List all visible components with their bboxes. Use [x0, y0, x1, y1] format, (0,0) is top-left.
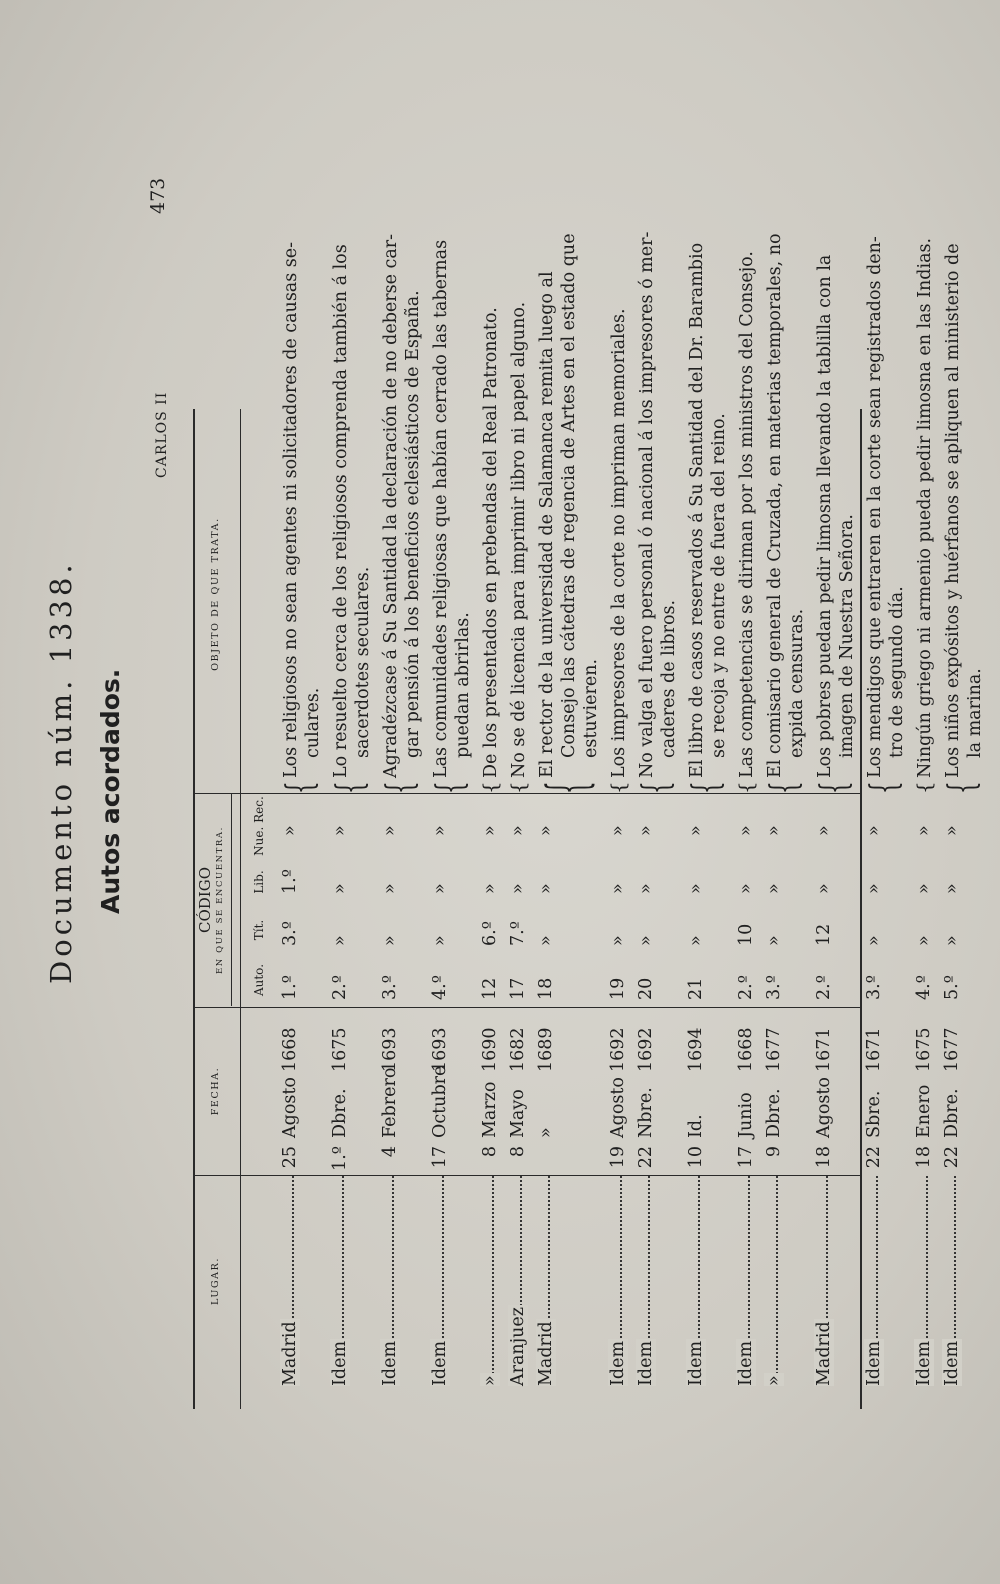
cell-auto: 12 [480, 977, 500, 1000]
row-brace: { [862, 781, 906, 794]
column-divider-fecha [193, 1007, 860, 1008]
cell-month: Octubre [430, 1065, 450, 1138]
cell-objeto [914, 238, 936, 778]
cell-place [914, 1176, 934, 1386]
cell-auto: 3.º [764, 975, 784, 1000]
objeto-line: estuvieren. [581, 658, 601, 758]
cell-year: 1677 [942, 1027, 962, 1072]
row-brace: { [684, 781, 728, 794]
cell-auto: 20 [636, 977, 656, 1000]
document-title: Documento núm. 1338. [44, 560, 78, 984]
cell-nue-rec: » [380, 825, 400, 836]
header-codigo: CÓDIGO [196, 867, 214, 934]
cell-lib: » [636, 883, 656, 894]
cell-tit: 3.º [280, 921, 300, 946]
cell-place [942, 1176, 962, 1386]
cell-tit: » [536, 935, 556, 946]
cell-tit: 7.º [508, 921, 528, 946]
cell-year: 1690 [480, 1027, 500, 1072]
cell-lib: » [430, 883, 450, 894]
document-subtitle: Autos acordados. [96, 668, 125, 914]
cell-objeto [480, 307, 502, 778]
place-text: Madrid [280, 1321, 300, 1386]
cell-objeto [942, 243, 986, 778]
cell-auto: 2.º [814, 975, 834, 1000]
place-text: Idem [636, 1340, 656, 1386]
row-brace: { [734, 781, 758, 794]
cell-month: Agosto [280, 1077, 300, 1138]
cell-lib: » [480, 883, 500, 894]
cell-tit: 10 [736, 923, 756, 946]
cell-auto: 1.º [280, 975, 300, 1000]
cell-place [330, 1176, 350, 1386]
cell-place [608, 1176, 628, 1386]
cell-place [686, 1176, 706, 1386]
row-brace: { [478, 781, 502, 794]
place-text: Idem [942, 1340, 962, 1386]
cell-objeto [330, 244, 374, 778]
objeto-line: Consejo las cátedras de regencia de Artes en el estado que [559, 233, 579, 758]
table-bottom-rule [860, 409, 862, 1409]
cell-month: » [536, 1127, 556, 1138]
cell-tit: » [764, 935, 784, 946]
header-objeto: OBJETO DE QUE TRATA. [210, 517, 221, 671]
objeto-line: El libro de casos reservados á Su Santidad del Dr. Barambio [687, 242, 707, 778]
cell-day: 22 [864, 1146, 884, 1169]
cell-year: 1682 [508, 1027, 528, 1072]
header-codigo-sub: EN QUE SE ENCUENTRA. [215, 826, 225, 974]
cell-year: 1689 [536, 1027, 556, 1072]
objeto-line: No se dé licencia para imprimir libro ni papel alguno. [509, 301, 529, 778]
cell-month: Dbre. [764, 1088, 784, 1138]
cell-day: 25 [280, 1146, 300, 1169]
row-brace: { [378, 781, 422, 794]
cell-tit: » [686, 935, 706, 946]
cell-year: 1671 [814, 1027, 834, 1072]
place-text: Idem [686, 1340, 706, 1386]
cell-place [864, 1176, 884, 1386]
cell-tit: » [430, 935, 450, 946]
header-auto: Auto. [252, 963, 266, 997]
cell-tit: » [330, 935, 350, 946]
place-text: Aranjuez [508, 1307, 528, 1386]
cell-objeto [280, 242, 324, 778]
cell-objeto [508, 302, 530, 778]
cell-nue-rec: » [536, 825, 556, 836]
objeto-line: caderes de libros. [659, 599, 679, 758]
cell-month: Marzo [480, 1081, 500, 1138]
objeto-line: No valga el fuero personal ó nacional á los impresores ó mer- [637, 231, 657, 778]
cell-day: 22 [636, 1146, 656, 1169]
cell-day: 8 [480, 1146, 500, 1158]
cell-place [814, 1176, 834, 1386]
place-text: » [480, 1375, 500, 1386]
objeto-line: expida censuras. [787, 608, 807, 758]
cell-nue-rec: » [686, 825, 706, 836]
cell-nue-rec: » [736, 825, 756, 836]
cell-month: Id. [686, 1114, 706, 1138]
cell-nue-rec: » [942, 825, 962, 836]
row-brace: { [428, 781, 472, 794]
cell-auto: 3.º [864, 975, 884, 1000]
cell-nue-rec: » [480, 825, 500, 836]
place-text: Idem [864, 1340, 884, 1386]
cell-tit: » [608, 935, 628, 946]
cell-place [480, 1176, 500, 1386]
cell-lib: » [608, 883, 628, 894]
cell-day: 8 [508, 1146, 528, 1158]
cell-month: Agosto [814, 1077, 834, 1138]
cell-objeto [536, 233, 602, 778]
running-head: CARLOS II [154, 391, 170, 478]
objeto-line: Los religiosos no sean agentes ni solicitadores de causas se- [281, 241, 301, 778]
row-brace: { [812, 781, 856, 794]
cell-month: Mayo [508, 1089, 528, 1138]
cell-auto: 21 [686, 977, 706, 1000]
header-tit: Tít. [252, 919, 266, 941]
cell-lib: » [686, 883, 706, 894]
cell-nue-rec: » [864, 825, 884, 836]
cell-lib: » [736, 883, 756, 894]
cell-lib: » [764, 883, 784, 894]
cell-tit: » [942, 935, 962, 946]
page-number: 473 [147, 177, 169, 214]
cell-lib: » [508, 883, 528, 894]
cell-year: 1694 [686, 1027, 706, 1072]
cell-place [430, 1176, 450, 1386]
objeto-line: Agradézcase á Su Santidad la declaración de no deberse car- [381, 233, 401, 778]
header-fecha: FECHA. [210, 1066, 221, 1116]
cell-objeto [380, 234, 424, 778]
place-text: Madrid [536, 1321, 556, 1386]
cell-tit: 6.º [480, 921, 500, 946]
cell-month: Febrero [380, 1067, 400, 1138]
cell-auto: 3.º [380, 975, 400, 1000]
objeto-line: Los mendigos que entraren en la corte sean registrados den- [865, 236, 885, 778]
cell-auto: 2.º [736, 975, 756, 1000]
objeto-line: El comisario general de Cruzada, en materias temporales, no [765, 233, 785, 778]
cell-day: 18 [914, 1146, 934, 1169]
cell-objeto [736, 251, 758, 778]
cell-objeto [864, 236, 908, 778]
table-header-rule [240, 409, 241, 1409]
row-brace: { [912, 781, 936, 794]
cell-day: 22 [942, 1146, 962, 1169]
cell-month: Sbre. [864, 1090, 884, 1138]
cell-nue-rec: » [608, 825, 628, 836]
place-text: Idem [380, 1340, 400, 1386]
cell-tit: 12 [814, 923, 834, 946]
cell-day: 18 [814, 1146, 834, 1169]
cell-lib: » [942, 883, 962, 894]
place-text: Idem [736, 1340, 756, 1386]
cell-month: Nbre. [636, 1087, 656, 1138]
place-text: Idem [430, 1340, 450, 1386]
cell-lib: » [380, 883, 400, 894]
cell-auto: 19 [608, 977, 628, 1000]
objeto-line: la marina. [965, 668, 985, 758]
cell-year: 1668 [280, 1027, 300, 1072]
place-text: Idem [914, 1340, 934, 1386]
cell-objeto [764, 233, 808, 778]
cell-place [280, 1176, 300, 1386]
objeto-line: puedan abrirlas. [453, 612, 473, 758]
cell-day: 19 [608, 1146, 628, 1169]
objeto-line: Las comunidades religiosas que habían cerrado las tabernas [431, 239, 451, 778]
cell-tit: » [380, 935, 400, 946]
cell-objeto [686, 243, 730, 778]
cell-lib: » [536, 883, 556, 894]
row-brace: { [606, 781, 630, 794]
row-brace: { [506, 781, 530, 794]
objeto-line: se recoja y no entre de fuera del reino. [709, 413, 729, 758]
cell-place [736, 1176, 756, 1386]
cell-auto: 2.º [330, 975, 350, 1000]
cell-nue-rec: » [764, 825, 784, 836]
cell-day: 17 [430, 1146, 450, 1169]
place-text: Madrid [814, 1321, 834, 1386]
cell-day: 1.º [330, 1146, 350, 1171]
objeto-line: imagen de Nuestra Señora. [837, 514, 857, 758]
cell-place [764, 1176, 784, 1386]
header-lib: Lib. [252, 870, 266, 894]
cell-nue-rec: » [636, 825, 656, 836]
row-brace: { [634, 781, 678, 794]
place-text: Idem [608, 1340, 628, 1386]
row-brace: { [278, 781, 322, 794]
cell-objeto [430, 240, 474, 778]
cell-place [508, 1176, 528, 1386]
cell-day: 9 [764, 1146, 784, 1158]
cell-lib: » [914, 883, 934, 894]
row-brace: { [328, 781, 372, 794]
codigo-sub-rule [231, 794, 232, 1006]
cell-year: 1693 [430, 1027, 450, 1072]
cell-lib: » [814, 883, 834, 894]
row-brace: { [762, 781, 806, 794]
objeto-line: sacerdotes seculares. [353, 566, 373, 758]
cell-nue-rec: » [914, 825, 934, 836]
row-brace: { [534, 781, 599, 794]
cell-place [380, 1176, 400, 1386]
cell-year: 1675 [330, 1027, 350, 1072]
objeto-line: Los niños expósitos y huérfanos se apliquen al ministerio de [943, 243, 963, 778]
cell-auto: 4.º [430, 975, 450, 1000]
header-lugar: LUGAR. [210, 1256, 221, 1306]
cell-auto: 18 [536, 977, 556, 1000]
objeto-line: Ningún griego ni armenio pueda pedir limosna en las Indias. [915, 237, 935, 778]
cell-year: 1671 [864, 1027, 884, 1072]
cell-tit: » [864, 935, 884, 946]
cell-nue-rec: » [280, 825, 300, 836]
cell-day: 4 [380, 1146, 400, 1158]
cell-month: Agosto [608, 1077, 628, 1138]
cell-nue-rec: » [508, 825, 528, 836]
cell-year: 1692 [608, 1027, 628, 1072]
objeto-line: culares. [303, 687, 323, 758]
cell-day: 17 [736, 1146, 756, 1169]
cell-day: 10 [686, 1146, 706, 1169]
cell-nue-rec: » [430, 825, 450, 836]
cell-auto: 5.º [942, 975, 962, 1000]
header-nue-rec: Nue. Rec. [252, 796, 266, 856]
cell-nue-rec: » [814, 825, 834, 836]
cell-auto: 4.º [914, 975, 934, 1000]
cell-year: 1692 [636, 1027, 656, 1072]
row-brace: { [940, 781, 984, 794]
objeto-line: De los presentados en prebendas del Real Patronato. [481, 307, 501, 778]
cell-lib: » [330, 883, 350, 894]
cell-tit: » [914, 935, 934, 946]
objeto-line: Lo resuelto cerca de los religiosos comprenda también á los [331, 244, 351, 778]
cell-month: Dbre. [942, 1088, 962, 1138]
cell-tit: » [636, 935, 656, 946]
objeto-line: Los pobres puedan pedir limosna llevando la tablilla con la [815, 254, 835, 778]
cell-month: Dbre. [330, 1088, 350, 1138]
cell-month: Junio [736, 1092, 756, 1138]
cell-year: 1693 [380, 1027, 400, 1072]
objeto-line: gar pensión á los beneficios eclesiásticos de España. [403, 290, 423, 758]
cell-place [536, 1176, 556, 1386]
cell-place [636, 1176, 656, 1386]
cell-auto: 17 [508, 977, 528, 1000]
cell-year: 1677 [764, 1027, 784, 1072]
cell-month: Enero [914, 1084, 934, 1138]
cell-lib: 1.º [280, 869, 300, 894]
objeto-line: tro de segundo día. [887, 586, 907, 758]
cell-lib: » [864, 883, 884, 894]
cell-year: 1668 [736, 1027, 756, 1072]
cell-objeto [608, 308, 630, 778]
objeto-line: Las competencias se diriman por los ministros del Consejo. [737, 251, 757, 778]
cell-objeto [636, 232, 680, 778]
cell-objeto [814, 255, 858, 778]
objeto-line: El rector de la universidad de Salamanca remita luego al [537, 271, 557, 778]
objeto-line: Los impresores de la corte no impriman memoriales. [609, 308, 629, 778]
table-top-rule [193, 409, 195, 1409]
cell-year: 1675 [914, 1027, 934, 1072]
cell-nue-rec: » [330, 825, 350, 836]
place-text: » [764, 1375, 784, 1386]
place-text: Idem [330, 1340, 350, 1386]
